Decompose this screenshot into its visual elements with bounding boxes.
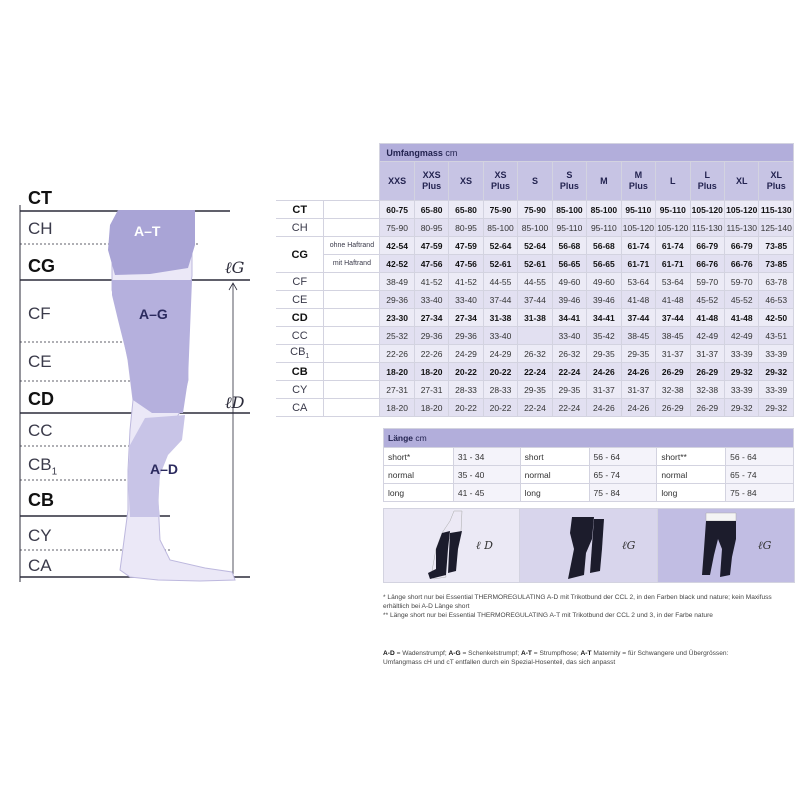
size-cell: 95-110 <box>656 201 690 219</box>
size-cell: 38-45 <box>656 327 690 345</box>
size-cell: 33-40 <box>483 327 517 345</box>
size-cell: 20-22 <box>449 363 483 381</box>
row-sublabel: ohne Haftrand <box>324 237 380 255</box>
size-cell: 56-68 <box>552 237 586 255</box>
zone-at: A–T <box>134 223 161 239</box>
size-header-cell: S <box>518 162 552 201</box>
length-table <box>383 428 794 502</box>
size-header-cell: XXS <box>380 162 414 201</box>
label-ct: CT <box>28 188 52 208</box>
length-range: 31 - 34 <box>453 448 520 466</box>
size-cell: 29-35 <box>587 345 621 363</box>
size-cell: 37-44 <box>621 309 655 327</box>
size-cell: 26-29 <box>656 363 690 381</box>
calf-stocking-picture <box>384 509 519 582</box>
size-cell: 37-44 <box>483 291 517 309</box>
size-cell: 42-49 <box>690 327 724 345</box>
size-row <box>276 381 794 399</box>
length-ld: ℓD <box>225 393 245 412</box>
length-range: 35 - 40 <box>453 466 520 484</box>
size-cell: 105-120 <box>621 219 655 237</box>
size-cell: 45-52 <box>725 291 759 309</box>
size-cell: 33-39 <box>725 381 759 399</box>
size-cell: 80-95 <box>414 219 448 237</box>
size-cell: 63-78 <box>759 273 794 291</box>
size-cell: 115-130 <box>725 219 759 237</box>
size-cell: 28-33 <box>449 381 483 399</box>
size-cell: 61-71 <box>621 255 655 273</box>
size-cell: 41-48 <box>725 309 759 327</box>
length-row <box>384 484 794 502</box>
size-cell: 26-29 <box>656 399 690 417</box>
size-cell: 35-42 <box>587 327 621 345</box>
size-cell: 44-55 <box>518 273 552 291</box>
size-cell: 59-70 <box>690 273 724 291</box>
size-cell: 85-100 <box>587 201 621 219</box>
row-sublabel <box>324 309 380 327</box>
size-header-cell: S Plus <box>552 162 586 201</box>
size-cell: 27-34 <box>414 309 448 327</box>
row-label: CG <box>276 237 324 273</box>
size-row <box>276 237 794 255</box>
size-cell: 31-37 <box>621 381 655 399</box>
size-cell: 32-38 <box>690 381 724 399</box>
size-cell: 42-49 <box>725 327 759 345</box>
row-label: CA <box>276 399 324 417</box>
size-cell: 25-32 <box>380 327 414 345</box>
size-row <box>276 291 794 309</box>
size-cell: 56-65 <box>587 255 621 273</box>
picture-ag <box>519 508 658 583</box>
length-row <box>384 448 794 466</box>
size-cell: 73-85 <box>759 237 794 255</box>
row-sublabel <box>324 201 380 219</box>
length-option: normal <box>384 466 454 484</box>
label-ca: CA <box>28 556 52 575</box>
size-cell: 105-120 <box>656 219 690 237</box>
row-sublabel <box>324 345 380 363</box>
size-cell: 20-22 <box>483 399 517 417</box>
size-cell: 29-32 <box>725 399 759 417</box>
size-cell: 56-68 <box>587 237 621 255</box>
size-header-cell: L <box>656 162 690 201</box>
circumference-table <box>276 143 794 417</box>
size-row <box>276 399 794 417</box>
size-cell: 34-41 <box>552 309 586 327</box>
length-option: short <box>520 448 589 466</box>
size-cell: 95-110 <box>552 219 586 237</box>
size-cell: 39-46 <box>587 291 621 309</box>
size-cell: 52-61 <box>518 255 552 273</box>
length-option: normal <box>520 466 589 484</box>
size-cell: 34-41 <box>587 309 621 327</box>
picture-ad <box>383 508 520 583</box>
length-title: Länge cm <box>384 429 794 448</box>
size-cell: 24-26 <box>587 363 621 381</box>
size-header-cell: M <box>587 162 621 201</box>
row-label: CE <box>276 291 324 309</box>
size-cell: 65-80 <box>414 201 448 219</box>
label-cf: CF <box>28 304 51 323</box>
row-label: CD <box>276 309 324 327</box>
size-cell: 47-56 <box>414 255 448 273</box>
zone-ag: A–G <box>139 306 168 322</box>
picture-lg1-label: ℓG <box>622 539 636 552</box>
size-cell: 38-45 <box>621 327 655 345</box>
size-cell: 105-120 <box>725 201 759 219</box>
size-cell: 27-31 <box>414 381 448 399</box>
length-range: 41 - 45 <box>453 484 520 502</box>
size-cell: 95-110 <box>587 219 621 237</box>
row-label: CC <box>276 327 324 345</box>
size-cell: 42-52 <box>380 255 414 273</box>
size-cell: 27-31 <box>380 381 414 399</box>
size-cell: 31-37 <box>690 345 724 363</box>
row-sublabel: mit Haftrand <box>324 255 380 273</box>
size-cell: 18-20 <box>380 399 414 417</box>
size-row <box>276 309 794 327</box>
size-cell: 41-48 <box>656 291 690 309</box>
length-range: 65 - 74 <box>726 466 794 484</box>
size-header-cell: XS Plus <box>483 162 517 201</box>
length-option: short* <box>384 448 454 466</box>
size-cell: 29-32 <box>725 363 759 381</box>
row-sublabel <box>324 219 380 237</box>
length-option: long <box>384 484 454 502</box>
size-cell: 80-95 <box>449 219 483 237</box>
size-cell: 29-32 <box>759 363 794 381</box>
size-cell: 22-26 <box>380 345 414 363</box>
row-sublabel <box>324 399 380 417</box>
footnote-1: * Länge short nur bei Essential THERMOREGULATING A-D mit Trikotbund der CCL 2, in den Farben black und nature; kein Maxifuss erhältlich bei A-D Länge short <box>383 594 772 610</box>
size-cell: 53-64 <box>656 273 690 291</box>
size-cell: 33-40 <box>449 291 483 309</box>
size-cell: 41-52 <box>449 273 483 291</box>
label-ce: CE <box>28 352 52 371</box>
picture-ld-label: ℓ D <box>476 539 493 552</box>
size-row <box>276 363 794 381</box>
size-cell: 29-36 <box>449 327 483 345</box>
size-cell: 53-64 <box>621 273 655 291</box>
size-cell: 75-90 <box>380 219 414 237</box>
footnote-2: ** Länge short nur bei Essential THERMOREGULATING A-T mit Trikotbund der CCL 2 und 3, in der Farbe nature <box>383 612 713 619</box>
size-cell: 115-130 <box>759 201 794 219</box>
size-cell: 66-76 <box>690 255 724 273</box>
size-cell: 24-26 <box>621 363 655 381</box>
size-cell: 29-36 <box>414 327 448 345</box>
size-cell: 28-33 <box>483 381 517 399</box>
size-header-cell: XXS Plus <box>414 162 448 201</box>
size-cell: 44-55 <box>483 273 517 291</box>
size-cell: 39-46 <box>552 291 586 309</box>
size-cell: 33-40 <box>414 291 448 309</box>
label-cy: CY <box>28 526 52 545</box>
size-cell: 22-24 <box>552 399 586 417</box>
size-cell: 22-24 <box>518 399 552 417</box>
row-label: $CB_1$ <box>276 345 324 363</box>
size-cell: 47-56 <box>449 255 483 273</box>
length-range: 75 - 84 <box>589 484 657 502</box>
label-cc: CC <box>28 421 53 440</box>
size-row <box>276 201 794 219</box>
size-cell: 46-53 <box>759 291 794 309</box>
size-cell: 47-59 <box>449 237 483 255</box>
size-cell: 31-37 <box>587 381 621 399</box>
length-row <box>384 466 794 484</box>
size-cell: 66-79 <box>725 237 759 255</box>
row-sublabel <box>324 327 380 345</box>
size-cell: 115-130 <box>690 219 724 237</box>
length-range: 75 - 84 <box>726 484 794 502</box>
size-row <box>276 273 794 291</box>
size-cell: 18-20 <box>414 363 448 381</box>
length-range: 56 - 64 <box>726 448 794 466</box>
length-option: long <box>520 484 589 502</box>
size-cell: 33-39 <box>725 345 759 363</box>
label-ch: CH <box>28 219 53 238</box>
length-option: short** <box>657 448 726 466</box>
size-cell: 61-71 <box>656 255 690 273</box>
row-sublabel <box>324 273 380 291</box>
size-header-cell: XL Plus <box>759 162 794 201</box>
size-header-cell: XL <box>725 162 759 201</box>
size-cell: 23-30 <box>380 309 414 327</box>
size-cell: 41-48 <box>690 309 724 327</box>
size-row <box>276 327 794 345</box>
size-cell: 22-26 <box>414 345 448 363</box>
size-cell: 52-64 <box>518 237 552 255</box>
size-cell: 52-64 <box>483 237 517 255</box>
size-cell: 41-48 <box>621 291 655 309</box>
size-cell: 125-140 <box>759 219 794 237</box>
size-cell: 26-32 <box>518 345 552 363</box>
size-cell: 18-20 <box>414 399 448 417</box>
size-cell: 29-32 <box>759 399 794 417</box>
label-cg: CG <box>28 256 55 276</box>
picture-at <box>657 508 795 583</box>
length-lg: ℓG <box>225 258 245 277</box>
size-cell: 29-35 <box>518 381 552 399</box>
size-cell: 42-50 <box>759 309 794 327</box>
zone-ad: A–D <box>150 461 179 477</box>
size-cell: 37-44 <box>656 309 690 327</box>
size-row <box>276 345 794 363</box>
size-cell: 26-29 <box>690 399 724 417</box>
size-row <box>276 219 794 237</box>
size-cell: 73-85 <box>759 255 794 273</box>
size-cell: 60-75 <box>380 201 414 219</box>
size-cell: 24-29 <box>483 345 517 363</box>
size-cell: 75-90 <box>483 201 517 219</box>
size-header-cell: M Plus <box>621 162 655 201</box>
row-label: CF <box>276 273 324 291</box>
size-cell: 75-90 <box>518 201 552 219</box>
row-label: CB <box>276 363 324 381</box>
size-cell: 29-35 <box>621 345 655 363</box>
row-label: CY <box>276 381 324 399</box>
size-header-cell: XS <box>449 162 483 201</box>
size-cell: 65-80 <box>449 201 483 219</box>
length-option: long <box>657 484 726 502</box>
size-cell: 61-74 <box>621 237 655 255</box>
size-cell: 24-29 <box>449 345 483 363</box>
size-cell: 66-76 <box>725 255 759 273</box>
size-cell: 31-38 <box>518 309 552 327</box>
size-cell: 22-24 <box>552 363 586 381</box>
size-cell: 59-70 <box>725 273 759 291</box>
size-cell: 41-52 <box>414 273 448 291</box>
size-cell: 33-39 <box>759 381 794 399</box>
size-cell: 85-100 <box>518 219 552 237</box>
size-cell: 49-60 <box>552 273 586 291</box>
size-cell: 105-120 <box>690 201 724 219</box>
row-label: CH <box>276 219 324 237</box>
label-cd: CD <box>28 389 54 409</box>
size-cell: 95-110 <box>621 201 655 219</box>
thigh-stocking-picture <box>520 509 657 582</box>
row-label: CT <box>276 201 324 219</box>
size-cell: 24-26 <box>587 399 621 417</box>
length-range: 65 - 74 <box>589 466 657 484</box>
size-cell: 31-38 <box>483 309 517 327</box>
length-option: normal <box>657 466 726 484</box>
circumference-title: Umfangmass cm <box>380 144 794 162</box>
size-cell: 33-39 <box>759 345 794 363</box>
size-cell: 45-52 <box>690 291 724 309</box>
size-header-cell: L Plus <box>690 162 724 201</box>
label-cb: CB <box>28 490 54 510</box>
size-row <box>276 255 794 273</box>
size-cell: 20-22 <box>483 363 517 381</box>
label-cb1: $CB_1$ <box>28 455 58 478</box>
size-cell: 22-24 <box>518 363 552 381</box>
size-cell: 47-59 <box>414 237 448 255</box>
size-cell: 18-20 <box>380 363 414 381</box>
legend-text: A-D = Wadenstrumpf; A-G = Schenkelstrumpf; A-T = Strumpfhose; A-T Maternity = für Schwangere und Übergrössen: Umfangmass cH und cT entfallen durch ein Spezial-Hosenteil, das sich anpasst <box>383 650 729 666</box>
size-cell: 61-74 <box>656 237 690 255</box>
size-cell: 42-54 <box>380 237 414 255</box>
length-range: 56 - 64 <box>589 448 657 466</box>
row-sublabel <box>324 381 380 399</box>
picture-lg2-label: ℓG <box>758 539 772 552</box>
row-sublabel <box>324 363 380 381</box>
size-cell <box>518 327 552 345</box>
size-cell: 49-60 <box>587 273 621 291</box>
size-cell: 29-35 <box>552 381 586 399</box>
size-cell: 66-79 <box>690 237 724 255</box>
row-sublabel <box>324 291 380 309</box>
size-cell: 27-34 <box>449 309 483 327</box>
size-cell: 85-100 <box>552 201 586 219</box>
size-cell: 43-51 <box>759 327 794 345</box>
size-cell: 37-44 <box>518 291 552 309</box>
size-cell: 26-32 <box>552 345 586 363</box>
size-cell: 32-38 <box>656 381 690 399</box>
size-cell: 33-40 <box>552 327 586 345</box>
size-cell: 38-49 <box>380 273 414 291</box>
size-cell: 24-26 <box>621 399 655 417</box>
size-cell: 20-22 <box>449 399 483 417</box>
size-cell: 56-65 <box>552 255 586 273</box>
size-cell: 29-36 <box>380 291 414 309</box>
size-cell: 31-37 <box>656 345 690 363</box>
size-cell: 85-100 <box>483 219 517 237</box>
tights-picture <box>658 509 794 582</box>
size-cell: 26-29 <box>690 363 724 381</box>
size-cell: 52-61 <box>483 255 517 273</box>
